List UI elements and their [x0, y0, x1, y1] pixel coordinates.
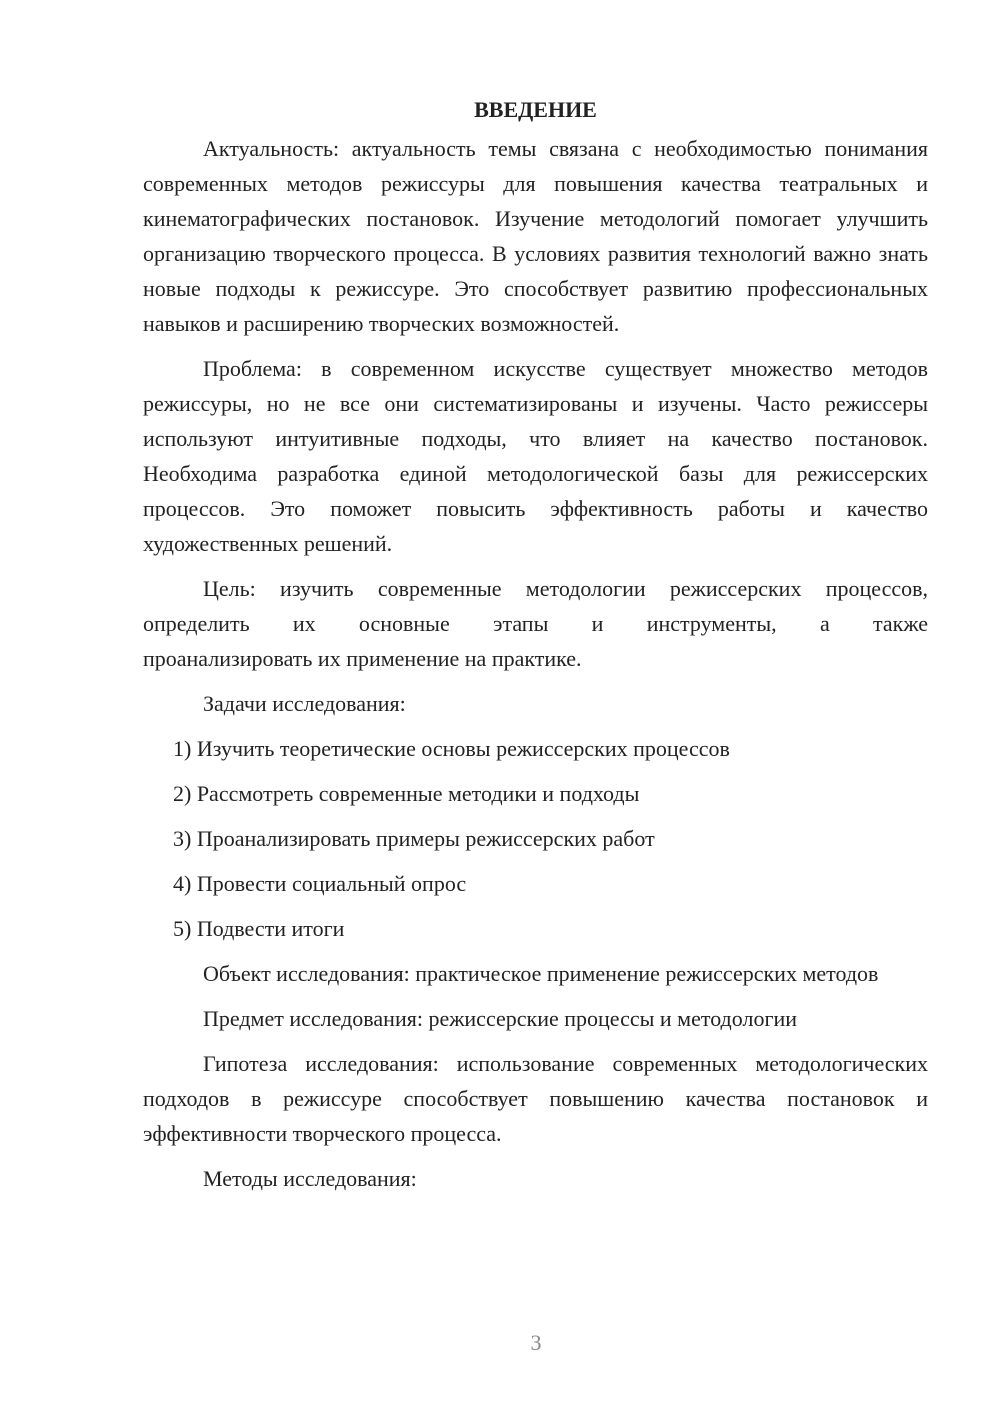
problem-paragraph: Проблема: в современном искусстве существует множество методов режиссуры, но не все они систематизированы и изучены. Часто режиссеры используют интуитивные подходы, что влияет на качество постановок. Необходима разработка единой методологической базы для режиссерских процессов. Это поможет повысить эффективность работы и качество художественных решений. [143, 356, 928, 556]
methods-title: Методы исследования: [203, 1166, 417, 1191]
document-page [143, 92, 928, 1206]
list-item: 3) Проанализировать примеры режиссерских работ [173, 826, 655, 851]
actuality-paragraph: Актуальность: актуальность темы связана с необходимостью понимания современных методов режиссуры для повышения качества театральных и кинематографических постановок. Изучение методологий помогает улучшить организацию творческого процесса. В условиях развития технологий важно знать новые подходы к режиссуре. Это способствует развитию профессиональных навыков и расширению творческих возможностей. [143, 136, 928, 336]
object-paragraph: Объект исследования: практическое применение режиссерских методов [203, 961, 879, 986]
goal-line-1: Цель: изучить современные методологии режиссерских процессов, [203, 576, 928, 601]
goal-line-2: определить их основные этапы и инструменты, а также [143, 611, 928, 636]
page-number: 3 [530, 1330, 542, 1355]
tasks-list [143, 731, 928, 946]
list-item: 1) Изучить теоретические основы режиссерских процессов [173, 736, 730, 761]
list-item: 5) Подвести итоги [173, 916, 345, 941]
goal-paragraph [143, 571, 928, 676]
list-item: 2) Рассмотреть современные методики и подходы [173, 781, 640, 806]
goal-line-3: проанализировать их применение на практике. [143, 646, 582, 671]
page-title: ВВЕДЕНИЕ [474, 97, 597, 122]
tasks-title: Задачи исследования: [203, 691, 406, 716]
hypothesis-paragraph: Гипотеза исследования: использование современных методологических подходов в режиссуре способствует повышению качества постановок и эффективности творческого процесса. [143, 1051, 928, 1146]
list-item: 4) Провести социальный опрос [173, 871, 467, 896]
subject-paragraph: Предмет исследования: режиссерские процессы и методологии [203, 1006, 798, 1031]
